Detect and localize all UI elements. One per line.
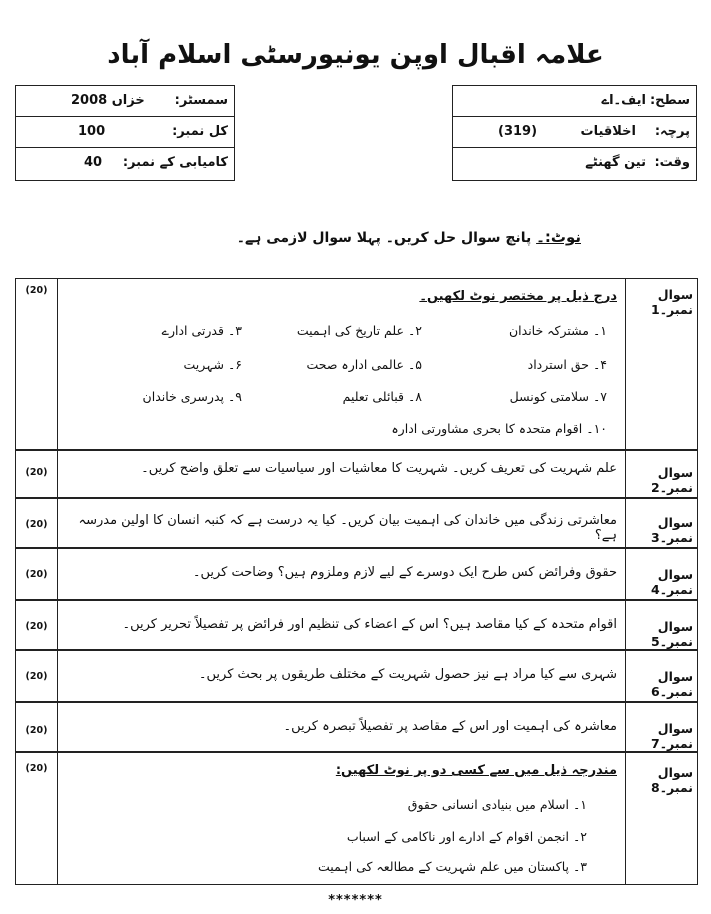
list-item: ۱۔ اسلام میں بنیادی انسانی حقوق (407, 797, 587, 812)
question-number: سوال نمبر۔7 (625, 703, 697, 751)
question-number: سوال نمبر۔8 (625, 753, 697, 884)
question-number: سوال نمبر۔1 (625, 279, 697, 449)
question-text: معاشرہ کی اہمیت اور اس کے مقاصد پر تفصیلاً تبصرہ کریں۔ (283, 719, 617, 734)
question-row-1 (15, 278, 698, 450)
list-item: ۱۔ مشترکہ خاندان (508, 323, 607, 338)
total-marks-row (16, 117, 234, 148)
question-number: سوال نمبر۔3 (625, 499, 697, 547)
paper-code: (319) (498, 124, 538, 139)
pass-marks-value: 40 (84, 155, 103, 170)
marks-cell: (20) (16, 549, 58, 599)
list-item: ۶۔ شہریت (183, 357, 242, 372)
list-item: ۵۔ عالمی ادارہ صحت (306, 357, 422, 372)
list-item: ۲۔ علم تاریخ کی اہمیت (296, 323, 422, 338)
question-text: حقوق وفرائض کس طرح ایک دوسرے کے لیے لازم وملزوم ہیں؟ وضاحت کریں۔ (192, 565, 617, 580)
list-item: ۳۔ پاکستان میں علم شہریت کے مطالعہ کی اہمیت (318, 859, 587, 874)
total-marks-label: کل نمبر: (172, 124, 228, 139)
marks-cell: (20) (16, 651, 58, 701)
level-value: ایف۔اے (601, 93, 646, 108)
exam-info-box-left (15, 85, 235, 181)
list-item: ۴۔ حق استرداد (527, 357, 607, 372)
university-title: علامہ اقبال اوپن یونیورسٹی اسلام آباد (107, 40, 604, 70)
question-heading: درج ذیل پر مختصر نوٹ لکھیں۔ (419, 289, 617, 304)
marks-cell: (20) (16, 601, 58, 649)
question-row-3 (15, 498, 698, 548)
end-marker: ******* (328, 893, 383, 908)
note-label: نوٹ:۔ (536, 228, 581, 246)
question-heading: مندرجہ ذیل میں سے کسی دو پر نوٹ لکھیں: (335, 763, 617, 778)
paper-label: پرچہ: (654, 124, 690, 139)
semester-row (16, 86, 234, 117)
list-item: ۹۔ پدرسری خاندان (142, 389, 242, 404)
question-row-7 (15, 702, 698, 752)
list-item: ۳۔ قدرتی ادارے (161, 323, 242, 338)
list-item: ۸۔ قبائلی تعلیم (342, 389, 422, 404)
paper-row (453, 117, 696, 148)
note-text: پانچ سوال حل کریں۔ پہلا سوال لازمی ہے۔ (236, 230, 532, 246)
question-number: سوال نمبر۔2 (625, 451, 697, 497)
paper-value: اخلاقیات (580, 124, 636, 139)
pass-marks-row (16, 148, 234, 178)
marks-cell: (20) (16, 451, 58, 497)
marks-cell: (20) (16, 753, 58, 884)
question-row-6 (15, 650, 698, 702)
question-number: سوال نمبر۔6 (625, 651, 697, 701)
question-row-4 (15, 548, 698, 600)
total-marks-value: 100 (78, 124, 106, 139)
instruction-note (237, 228, 581, 246)
level-label: سطح: (649, 93, 690, 108)
level-row (453, 86, 696, 117)
question-row-8 (15, 752, 698, 885)
list-item: ۱۰۔ اقوام متحدہ کا بحری مشاورتی ادارہ (391, 421, 607, 436)
marks-cell: (20) (16, 703, 58, 751)
question-number: سوال نمبر۔4 (625, 549, 697, 599)
list-item: ۲۔ انجمن اقوام کے ادارے اور ناکامی کے اسباب (346, 829, 587, 844)
question-text: علم شہریت کی تعریف کریں۔ شہریت کا معاشیات اور سیاسیات سے تعلق واضح کریں۔ (141, 461, 617, 476)
question-text: اقوام متحدہ کے کیا مقاصد ہیں؟ اس کے اعضاء کی تنظیم اور فرائض پر تفصیلاً تحریر کریں۔ (122, 617, 617, 632)
time-value: تین گھنٹے (585, 155, 646, 170)
question-number: سوال نمبر۔5 (625, 601, 697, 649)
question-row-2 (15, 450, 698, 498)
exam-info-box-right (452, 85, 697, 181)
semester-value: خزاں 2008 (71, 93, 145, 108)
time-row (453, 148, 696, 178)
semester-label: سمسٹر: (174, 93, 228, 108)
marks-cell: (20) (16, 499, 58, 547)
question-text: شہری سے کیا مراد ہے نیز حصول شہریت کے مختلف طریقوں پر بحث کریں۔ (198, 667, 617, 682)
pass-marks-label: کامیابی کے نمبر: (122, 155, 228, 170)
time-label: وقت: (654, 155, 690, 170)
question-text: معاشرتی زندگی میں خاندان کی اہمیت بیان کریں۔ کیا یہ درست ہے کہ کنبہ انسان کا اولین مدرسہ ہے؟ (78, 513, 617, 543)
marks-cell: (20) (16, 279, 58, 449)
list-item: ۷۔ سلامتی کونسل (509, 389, 607, 404)
question-row-5 (15, 600, 698, 650)
